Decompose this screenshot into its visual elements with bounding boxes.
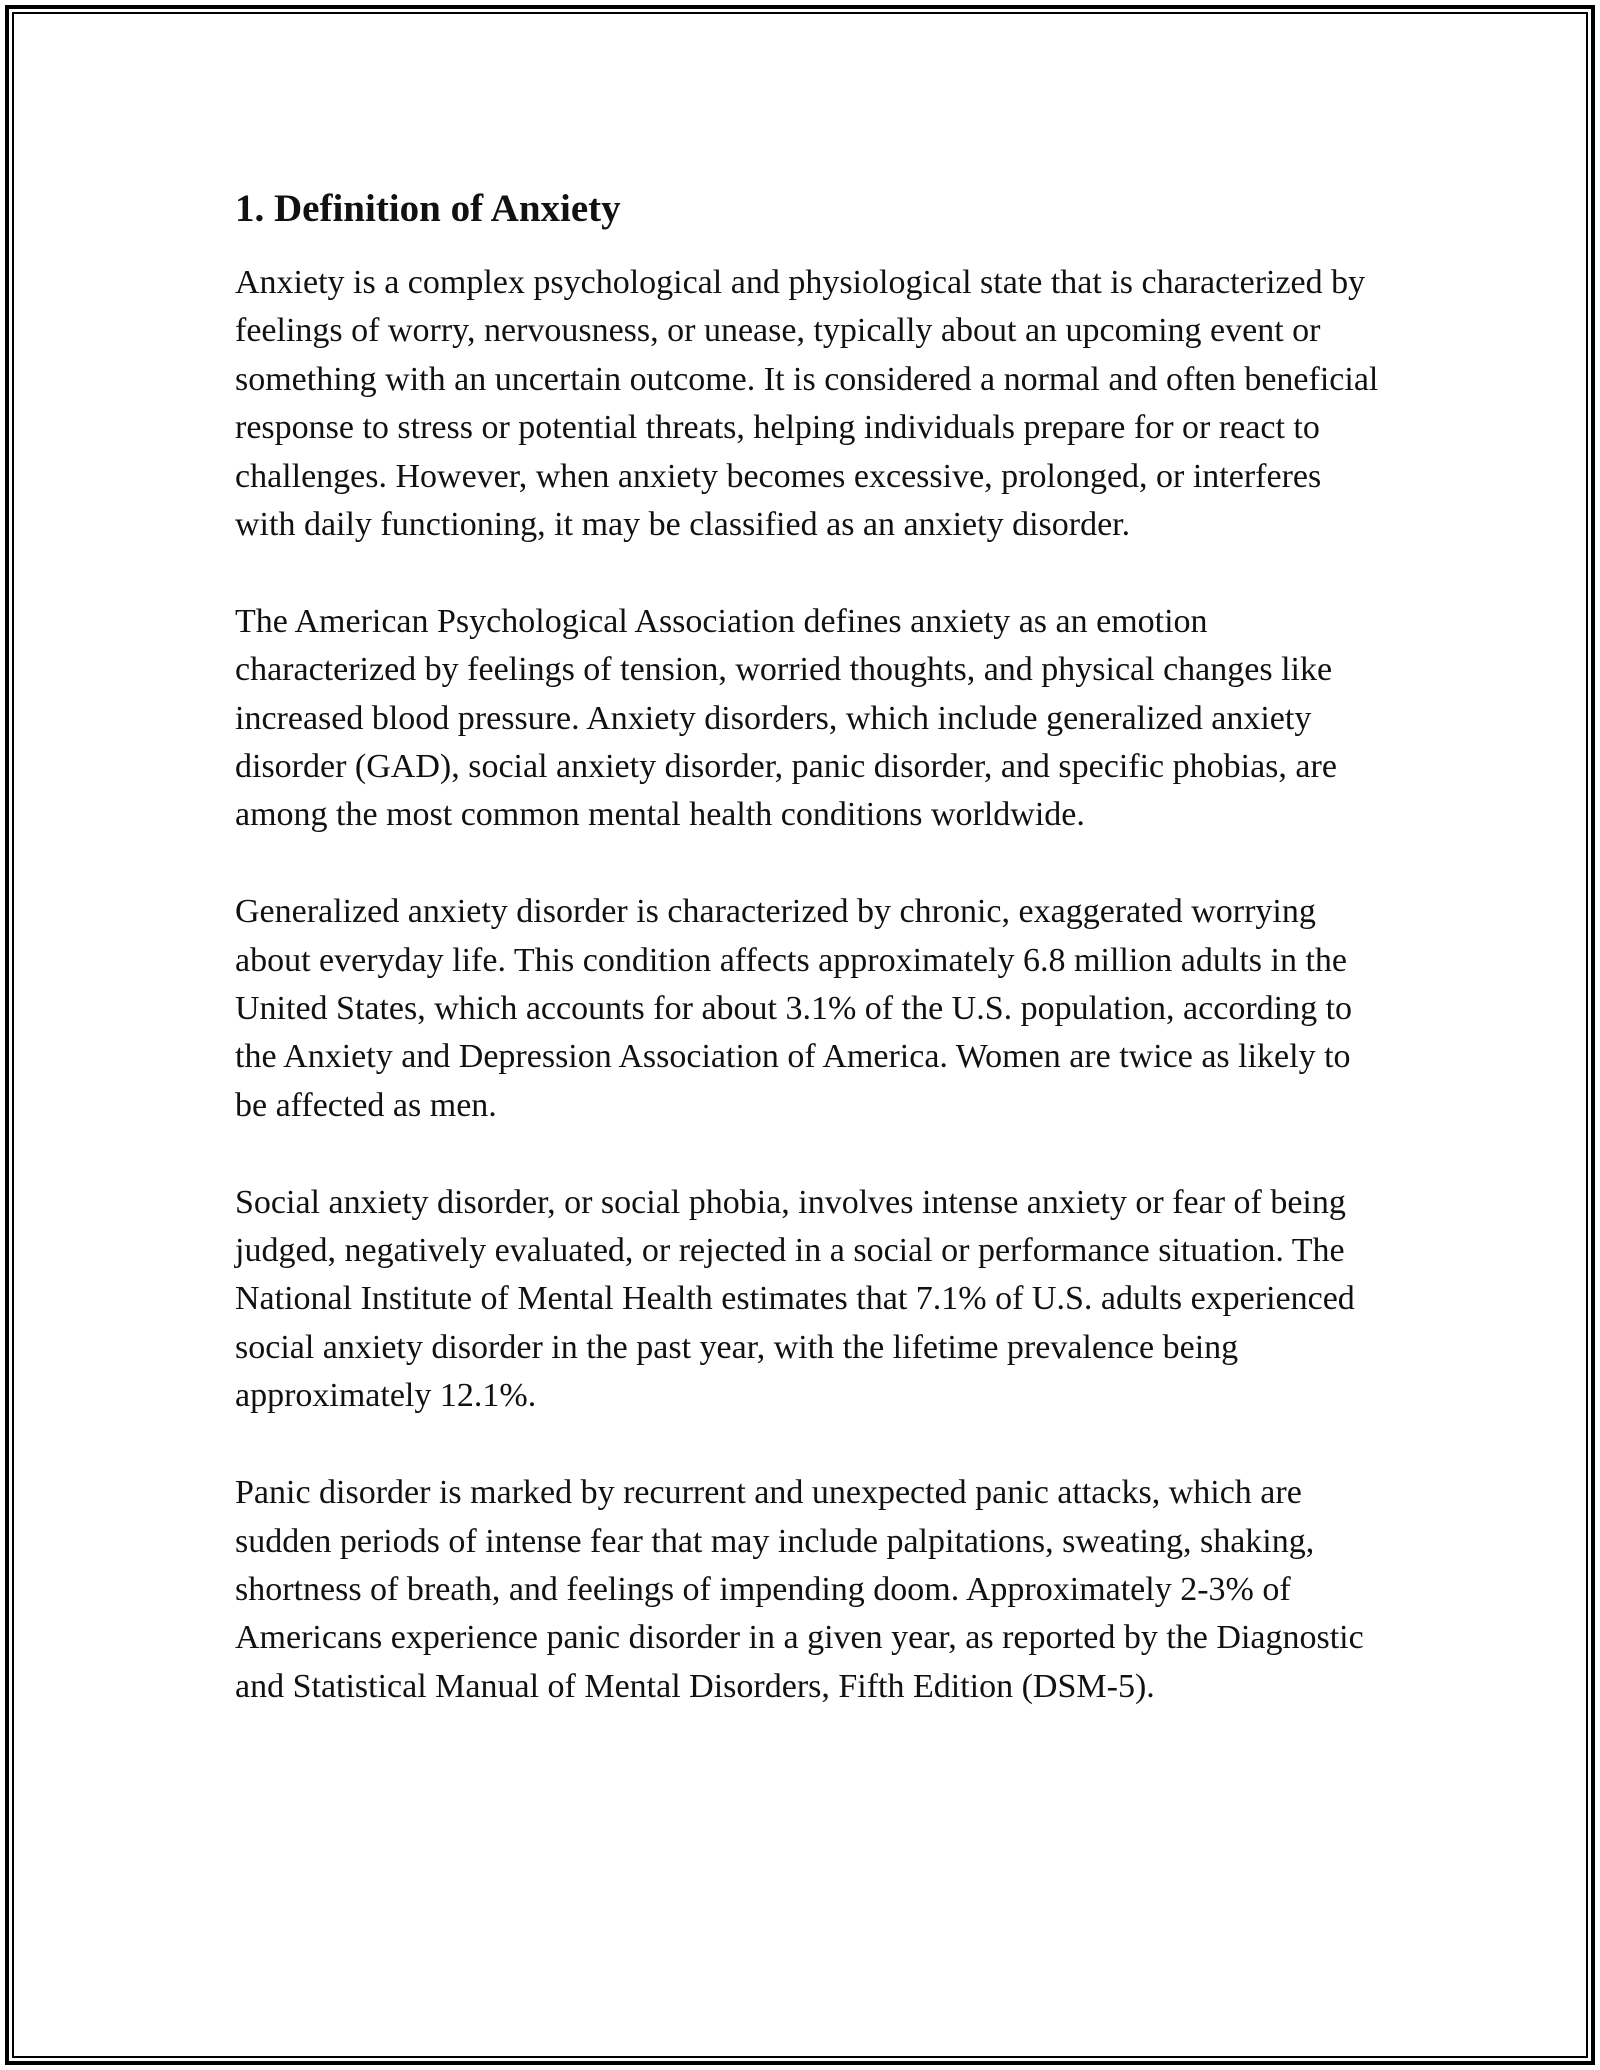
paragraph-social-anxiety: Social anxiety disorder, or social phobia, involves intense anxiety or fear of being judged, negatively evaluated, or rejected in a social or performance situation. The National Institute of Mental Health estimates that 7.1% of U.S. adults experienced social anxiety disorder in the past year, with the lifetime prevalence being approximately 12.1%. [235, 1183, 1355, 1415]
paragraph-apa: The American Psychological Association defines anxiety as an emotion characterized by feelings of tension, worried thoughts, and physical changes like increased blood pressure. Anxiety disorders, which include generalized anxiety disorder (GAD), social anxiety disorder, panic disorder, and specific phobias, are among the most common mental health conditions worldwide. [235, 602, 1337, 834]
paragraph-panic-disorder: Panic disorder is marked by recurrent and unexpected panic attacks, which are sudden periods of intense fear that may include palpitations, sweating, shaking, shortness of breath, and feelings of impending doom. Approximately 2-3% of Americans experience panic disorder in a given year, as reported by the Diagnostic and Statistical Manual of Mental Disorders, Fifth Edition (DSM-5). [235, 1474, 1364, 1705]
paragraph-definition: Anxiety is a complex psychological and physiological state that is characterized by feelings of worry, nervousness, or unease, typically about an upcoming event or something with an uncertain outcome. It is considered a normal and often beneficial response to stress or potential threats, helping individuals prepare for or react to challenges. However, when anxiety becomes excessive, prolonged, or interferes with daily functioning, it may be classified as an anxiety disorder. [235, 264, 1379, 544]
document-body [235, 185, 1385, 1711]
section-heading: 1. Definition of Anxiety [235, 187, 621, 230]
paragraph-gad: Generalized anxiety disorder is characterized by chronic, exaggerated worrying about everyday life. This condition affects approximately 6.8 million adults in the United States, which accounts for about 3.1% of the U.S. population, according to the Anxiety and Depression Association of America. Women are twice as likely to be affected as men. [235, 893, 1353, 1124]
